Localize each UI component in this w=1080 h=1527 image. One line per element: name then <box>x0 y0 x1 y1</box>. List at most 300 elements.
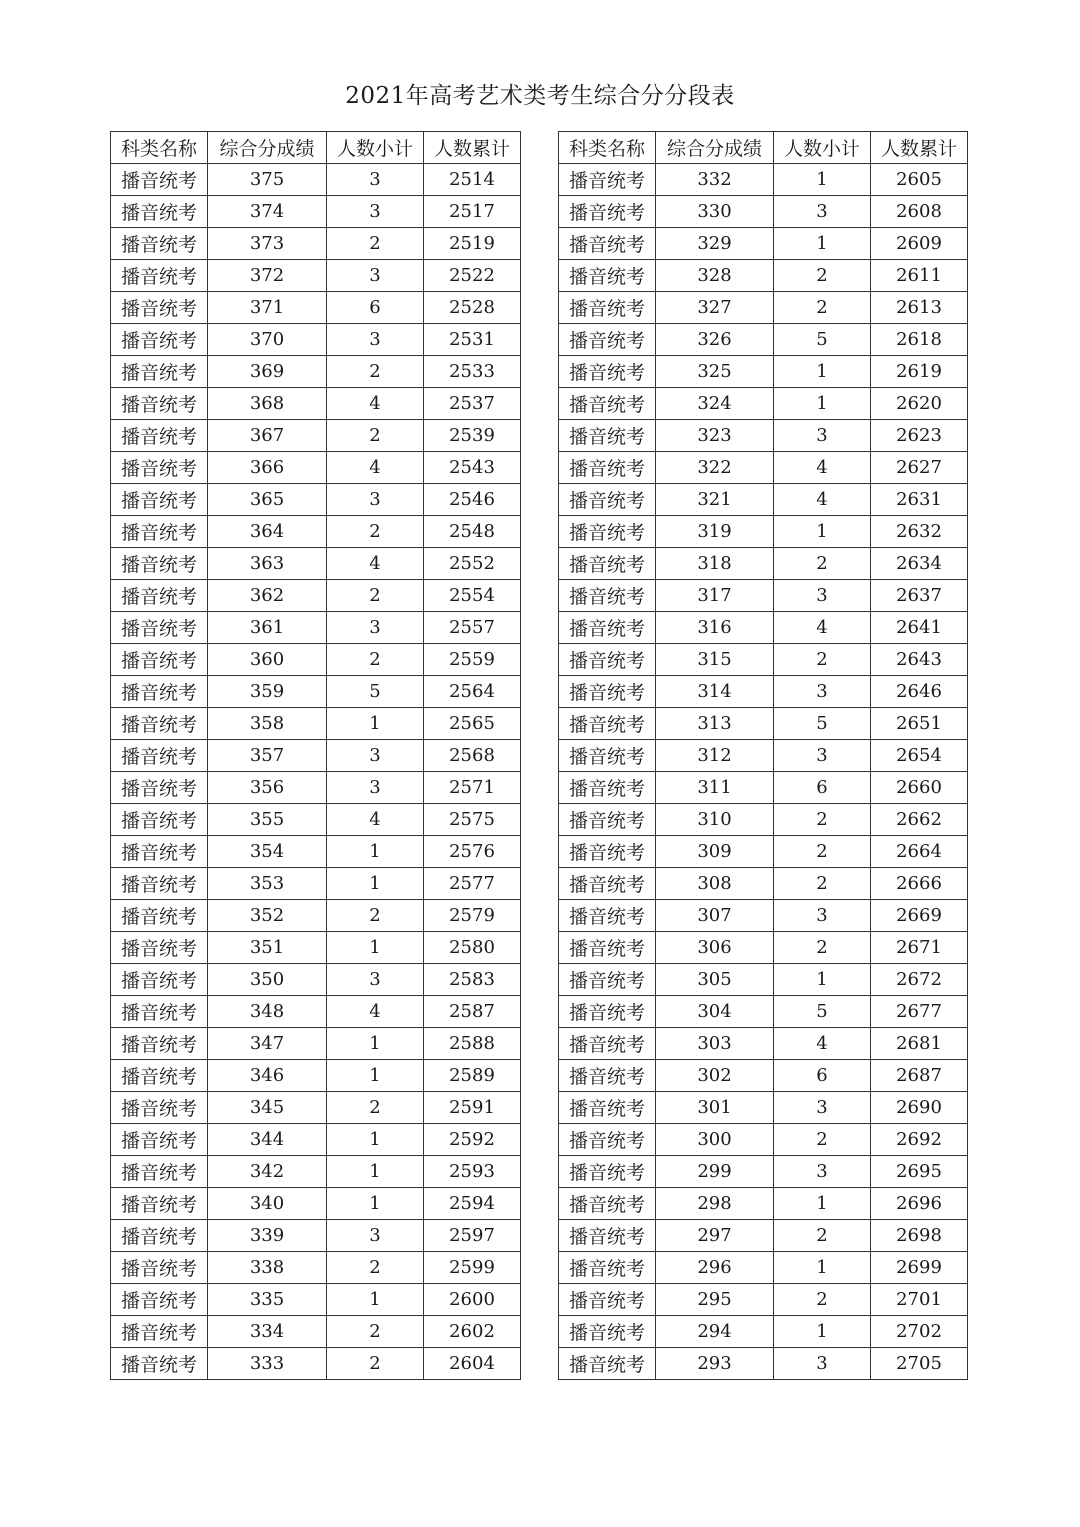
cumulative-cell: 2654 <box>871 740 968 772</box>
category-cell: 播音统考 <box>559 644 656 676</box>
table-row <box>559 164 968 196</box>
count-cell: 3 <box>327 164 424 196</box>
count-cell: 1 <box>774 388 871 420</box>
table-row <box>111 1188 521 1220</box>
category-cell: 播音统考 <box>111 868 208 900</box>
table-row <box>559 1220 968 1252</box>
count-cell: 2 <box>774 804 871 836</box>
category-cell: 播音统考 <box>111 1188 208 1220</box>
table-row <box>559 772 968 804</box>
table-row <box>111 484 521 516</box>
category-cell: 播音统考 <box>559 164 656 196</box>
count-cell: 3 <box>774 1348 871 1380</box>
table-row <box>559 1284 968 1316</box>
count-cell: 2 <box>774 644 871 676</box>
category-cell: 播音统考 <box>559 420 656 452</box>
header-category: 科类名称 <box>111 132 208 164</box>
score-cell: 359 <box>208 676 327 708</box>
count-cell: 1 <box>327 868 424 900</box>
cumulative-cell: 2643 <box>871 644 968 676</box>
score-cell: 357 <box>208 740 327 772</box>
table-row <box>111 964 521 996</box>
category-cell: 播音统考 <box>111 996 208 1028</box>
count-cell: 3 <box>774 900 871 932</box>
category-cell: 播音统考 <box>111 644 208 676</box>
cumulative-cell: 2634 <box>871 548 968 580</box>
table-row <box>559 324 968 356</box>
count-cell: 1 <box>774 228 871 260</box>
category-cell: 播音统考 <box>559 996 656 1028</box>
score-cell: 365 <box>208 484 327 516</box>
cumulative-cell: 2687 <box>871 1060 968 1092</box>
cumulative-cell: 2583 <box>424 964 521 996</box>
count-cell: 4 <box>327 452 424 484</box>
score-cell: 305 <box>656 964 774 996</box>
category-cell: 播音统考 <box>559 1220 656 1252</box>
cumulative-cell: 2568 <box>424 740 521 772</box>
table-row <box>111 1124 521 1156</box>
cumulative-cell: 2564 <box>424 676 521 708</box>
count-cell: 1 <box>327 1284 424 1316</box>
table-row <box>111 1316 521 1348</box>
cumulative-cell: 2565 <box>424 708 521 740</box>
category-cell: 播音统考 <box>111 1124 208 1156</box>
count-cell: 1 <box>327 1028 424 1060</box>
table-row <box>559 932 968 964</box>
header-count: 人数小计 <box>774 132 871 164</box>
category-cell: 播音统考 <box>559 1348 656 1380</box>
category-cell: 播音统考 <box>559 388 656 420</box>
score-cell: 327 <box>656 292 774 324</box>
cumulative-cell: 2519 <box>424 228 521 260</box>
cumulative-cell: 2514 <box>424 164 521 196</box>
category-cell: 播音统考 <box>559 292 656 324</box>
score-cell: 322 <box>656 452 774 484</box>
count-cell: 6 <box>774 772 871 804</box>
table-row <box>559 292 968 324</box>
count-cell: 3 <box>774 420 871 452</box>
cumulative-cell: 2587 <box>424 996 521 1028</box>
category-cell: 播音统考 <box>559 1124 656 1156</box>
table-row <box>111 228 521 260</box>
cumulative-cell: 2651 <box>871 708 968 740</box>
score-cell: 344 <box>208 1124 327 1156</box>
cumulative-cell: 2575 <box>424 804 521 836</box>
cumulative-cell: 2666 <box>871 868 968 900</box>
table-row <box>111 196 521 228</box>
table-row <box>559 836 968 868</box>
score-cell: 361 <box>208 612 327 644</box>
cumulative-cell: 2619 <box>871 356 968 388</box>
count-cell: 2 <box>327 516 424 548</box>
count-cell: 1 <box>774 1316 871 1348</box>
count-cell: 3 <box>327 612 424 644</box>
table-row <box>111 356 521 388</box>
table-row <box>559 1348 968 1380</box>
table-row <box>111 420 521 452</box>
cumulative-cell: 2660 <box>871 772 968 804</box>
score-cell: 348 <box>208 996 327 1028</box>
header-cumulative: 人数累计 <box>871 132 968 164</box>
table-row <box>559 1188 968 1220</box>
table-row <box>111 1252 521 1284</box>
category-cell: 播音统考 <box>111 900 208 932</box>
table-row <box>111 452 521 484</box>
cumulative-cell: 2546 <box>424 484 521 516</box>
category-cell: 播音统考 <box>559 900 656 932</box>
table-row <box>559 644 968 676</box>
cumulative-cell: 2602 <box>424 1316 521 1348</box>
cumulative-cell: 2677 <box>871 996 968 1028</box>
category-cell: 播音统考 <box>559 676 656 708</box>
category-cell: 播音统考 <box>559 1092 656 1124</box>
cumulative-cell: 2599 <box>424 1252 521 1284</box>
table-row <box>559 1252 968 1284</box>
table-row <box>111 772 521 804</box>
count-cell: 2 <box>327 228 424 260</box>
count-cell: 1 <box>327 932 424 964</box>
count-cell: 6 <box>327 292 424 324</box>
score-cell: 347 <box>208 1028 327 1060</box>
count-cell: 3 <box>327 772 424 804</box>
score-cell: 297 <box>656 1220 774 1252</box>
cumulative-cell: 2589 <box>424 1060 521 1092</box>
table-row <box>559 1028 968 1060</box>
category-cell: 播音统考 <box>559 1060 656 1092</box>
score-cell: 364 <box>208 516 327 548</box>
category-cell: 播音统考 <box>559 804 656 836</box>
count-cell: 2 <box>774 1124 871 1156</box>
count-cell: 2 <box>327 356 424 388</box>
cumulative-cell: 2672 <box>871 964 968 996</box>
cumulative-cell: 2669 <box>871 900 968 932</box>
score-cell: 293 <box>656 1348 774 1380</box>
count-cell: 1 <box>327 708 424 740</box>
score-cell: 346 <box>208 1060 327 1092</box>
count-cell: 5 <box>327 676 424 708</box>
count-cell: 2 <box>774 1220 871 1252</box>
table-row <box>559 484 968 516</box>
category-cell: 播音统考 <box>111 260 208 292</box>
category-cell: 播音统考 <box>111 1028 208 1060</box>
table-row <box>111 1220 521 1252</box>
cumulative-cell: 2552 <box>424 548 521 580</box>
count-cell: 2 <box>774 836 871 868</box>
count-cell: 4 <box>327 548 424 580</box>
header-count: 人数小计 <box>327 132 424 164</box>
table-row <box>559 1092 968 1124</box>
count-cell: 1 <box>327 836 424 868</box>
category-cell: 播音统考 <box>111 228 208 260</box>
count-cell: 3 <box>774 1156 871 1188</box>
count-cell: 4 <box>774 484 871 516</box>
score-cell: 295 <box>656 1284 774 1316</box>
table-row <box>111 292 521 324</box>
score-cell: 329 <box>656 228 774 260</box>
category-cell: 播音统考 <box>559 612 656 644</box>
table-row <box>559 388 968 420</box>
table-row <box>111 164 521 196</box>
count-cell: 4 <box>774 612 871 644</box>
score-cell: 298 <box>656 1188 774 1220</box>
score-cell: 360 <box>208 644 327 676</box>
category-cell: 播音统考 <box>111 292 208 324</box>
cumulative-cell: 2548 <box>424 516 521 548</box>
cumulative-cell: 2631 <box>871 484 968 516</box>
score-cell: 324 <box>656 388 774 420</box>
category-cell: 播音统考 <box>559 1028 656 1060</box>
cumulative-cell: 2641 <box>871 612 968 644</box>
cumulative-cell: 2605 <box>871 164 968 196</box>
score-cell: 366 <box>208 452 327 484</box>
page-title: 2021年高考艺术类考生综合分分段表 <box>345 83 735 109</box>
score-cell: 302 <box>656 1060 774 1092</box>
count-cell: 3 <box>327 740 424 772</box>
table-row <box>111 868 521 900</box>
table-row <box>559 804 968 836</box>
category-cell: 播音统考 <box>111 452 208 484</box>
cumulative-cell: 2705 <box>871 1348 968 1380</box>
table-row <box>111 580 521 612</box>
score-cell: 310 <box>656 804 774 836</box>
cumulative-cell: 2554 <box>424 580 521 612</box>
score-cell: 299 <box>656 1156 774 1188</box>
cumulative-cell: 2692 <box>871 1124 968 1156</box>
category-cell: 播音统考 <box>111 580 208 612</box>
category-cell: 播音统考 <box>559 356 656 388</box>
table-row <box>111 548 521 580</box>
cumulative-cell: 2664 <box>871 836 968 868</box>
count-cell: 3 <box>327 964 424 996</box>
score-cell: 333 <box>208 1348 327 1380</box>
count-cell: 1 <box>774 356 871 388</box>
category-cell: 播音统考 <box>111 964 208 996</box>
category-cell: 播音统考 <box>559 516 656 548</box>
cumulative-cell: 2591 <box>424 1092 521 1124</box>
count-cell: 2 <box>327 1348 424 1380</box>
category-cell: 播音统考 <box>559 484 656 516</box>
count-cell: 3 <box>774 196 871 228</box>
category-cell: 播音统考 <box>559 1284 656 1316</box>
cumulative-cell: 2701 <box>871 1284 968 1316</box>
table-row <box>111 1028 521 1060</box>
count-cell: 2 <box>327 580 424 612</box>
cumulative-cell: 2517 <box>424 196 521 228</box>
cumulative-cell: 2580 <box>424 932 521 964</box>
cumulative-cell: 2632 <box>871 516 968 548</box>
table-row <box>559 1060 968 1092</box>
table-row <box>111 804 521 836</box>
score-cell: 325 <box>656 356 774 388</box>
count-cell: 1 <box>327 1188 424 1220</box>
score-cell: 368 <box>208 388 327 420</box>
cumulative-cell: 2600 <box>424 1284 521 1316</box>
table-row <box>559 196 968 228</box>
score-cell: 334 <box>208 1316 327 1348</box>
table-row <box>559 1124 968 1156</box>
cumulative-cell: 2609 <box>871 228 968 260</box>
count-cell: 5 <box>774 324 871 356</box>
score-cell: 372 <box>208 260 327 292</box>
cumulative-cell: 2522 <box>424 260 521 292</box>
cumulative-cell: 2539 <box>424 420 521 452</box>
category-cell: 播音统考 <box>111 484 208 516</box>
table-row <box>111 900 521 932</box>
count-cell: 4 <box>774 1028 871 1060</box>
cumulative-cell: 2588 <box>424 1028 521 1060</box>
cumulative-cell: 2597 <box>424 1220 521 1252</box>
cumulative-cell: 2577 <box>424 868 521 900</box>
category-cell: 播音统考 <box>559 964 656 996</box>
category-cell: 播音统考 <box>111 1348 208 1380</box>
category-cell: 播音统考 <box>559 836 656 868</box>
count-cell: 2 <box>327 420 424 452</box>
cumulative-cell: 2592 <box>424 1124 521 1156</box>
table-row <box>111 1284 521 1316</box>
cumulative-cell: 2695 <box>871 1156 968 1188</box>
count-cell: 1 <box>327 1060 424 1092</box>
score-cell: 342 <box>208 1156 327 1188</box>
table-row <box>559 1316 968 1348</box>
count-cell: 1 <box>774 1252 871 1284</box>
cumulative-cell: 2594 <box>424 1188 521 1220</box>
score-cell: 315 <box>656 644 774 676</box>
cumulative-cell: 2646 <box>871 676 968 708</box>
score-cell: 338 <box>208 1252 327 1284</box>
count-cell: 1 <box>774 516 871 548</box>
table-row <box>111 324 521 356</box>
cumulative-cell: 2559 <box>424 644 521 676</box>
category-cell: 播音统考 <box>559 260 656 292</box>
score-cell: 308 <box>656 868 774 900</box>
cumulative-cell: 2620 <box>871 388 968 420</box>
table-row <box>559 548 968 580</box>
table-row <box>111 516 521 548</box>
category-cell: 播音统考 <box>559 452 656 484</box>
score-cell: 311 <box>656 772 774 804</box>
score-cell: 316 <box>656 612 774 644</box>
category-cell: 播音统考 <box>111 1316 208 1348</box>
score-cell: 328 <box>656 260 774 292</box>
category-cell: 播音统考 <box>111 1092 208 1124</box>
count-cell: 2 <box>327 900 424 932</box>
count-cell: 1 <box>327 1156 424 1188</box>
table-row <box>559 708 968 740</box>
cumulative-cell: 2531 <box>424 324 521 356</box>
cumulative-cell: 2613 <box>871 292 968 324</box>
table-row <box>559 516 968 548</box>
score-cell: 355 <box>208 804 327 836</box>
category-cell: 播音统考 <box>559 772 656 804</box>
count-cell: 3 <box>327 196 424 228</box>
cumulative-cell: 2611 <box>871 260 968 292</box>
category-cell: 播音统考 <box>559 196 656 228</box>
cumulative-cell: 2627 <box>871 452 968 484</box>
table-row <box>111 1348 521 1380</box>
score-cell: 326 <box>656 324 774 356</box>
category-cell: 播音统考 <box>111 836 208 868</box>
table-row <box>111 836 521 868</box>
count-cell: 2 <box>327 1316 424 1348</box>
score-cell: 345 <box>208 1092 327 1124</box>
category-cell: 播音统考 <box>111 612 208 644</box>
cumulative-cell: 2537 <box>424 388 521 420</box>
category-cell: 播音统考 <box>111 324 208 356</box>
score-cell: 375 <box>208 164 327 196</box>
category-cell: 播音统考 <box>559 1156 656 1188</box>
score-cell: 301 <box>656 1092 774 1124</box>
count-cell: 2 <box>774 292 871 324</box>
count-cell: 4 <box>327 388 424 420</box>
header-score: 综合分成绩 <box>656 132 774 164</box>
cumulative-cell: 2571 <box>424 772 521 804</box>
count-cell: 4 <box>327 804 424 836</box>
cumulative-cell: 2690 <box>871 1092 968 1124</box>
table-row <box>111 996 521 1028</box>
score-cell: 296 <box>656 1252 774 1284</box>
category-cell: 播音统考 <box>111 740 208 772</box>
count-cell: 3 <box>774 1092 871 1124</box>
category-cell: 播音统考 <box>111 708 208 740</box>
table-header-row <box>559 132 968 164</box>
score-cell: 354 <box>208 836 327 868</box>
cumulative-cell: 2671 <box>871 932 968 964</box>
count-cell: 1 <box>774 1188 871 1220</box>
table-row <box>559 612 968 644</box>
count-cell: 1 <box>774 964 871 996</box>
category-cell: 播音统考 <box>111 772 208 804</box>
cumulative-cell: 2699 <box>871 1252 968 1284</box>
score-cell: 363 <box>208 548 327 580</box>
table-header-row <box>111 132 521 164</box>
score-cell: 330 <box>656 196 774 228</box>
cumulative-cell: 2698 <box>871 1220 968 1252</box>
count-cell: 2 <box>327 1252 424 1284</box>
score-cell: 313 <box>656 708 774 740</box>
cumulative-cell: 2702 <box>871 1316 968 1348</box>
count-cell: 1 <box>327 1124 424 1156</box>
cumulative-cell: 2696 <box>871 1188 968 1220</box>
cumulative-cell: 2579 <box>424 900 521 932</box>
category-cell: 播音统考 <box>559 228 656 260</box>
cumulative-cell: 2637 <box>871 580 968 612</box>
category-cell: 播音统考 <box>559 708 656 740</box>
count-cell: 3 <box>327 324 424 356</box>
score-cell: 321 <box>656 484 774 516</box>
category-cell: 播音统考 <box>559 580 656 612</box>
count-cell: 2 <box>774 1284 871 1316</box>
count-cell: 4 <box>327 996 424 1028</box>
category-cell: 播音统考 <box>559 932 656 964</box>
category-cell: 播音统考 <box>559 1252 656 1284</box>
header-category: 科类名称 <box>559 132 656 164</box>
score-cell: 369 <box>208 356 327 388</box>
table-row <box>559 996 968 1028</box>
table-row <box>559 676 968 708</box>
category-cell: 播音统考 <box>559 548 656 580</box>
count-cell: 3 <box>327 1220 424 1252</box>
header-cumulative: 人数累计 <box>424 132 521 164</box>
cumulative-cell: 2618 <box>871 324 968 356</box>
score-cell: 307 <box>656 900 774 932</box>
count-cell: 2 <box>774 932 871 964</box>
category-cell: 播音统考 <box>559 740 656 772</box>
table-row <box>111 612 521 644</box>
score-cell: 303 <box>656 1028 774 1060</box>
table-row <box>559 420 968 452</box>
category-cell: 播音统考 <box>111 548 208 580</box>
table-row <box>111 1060 521 1092</box>
